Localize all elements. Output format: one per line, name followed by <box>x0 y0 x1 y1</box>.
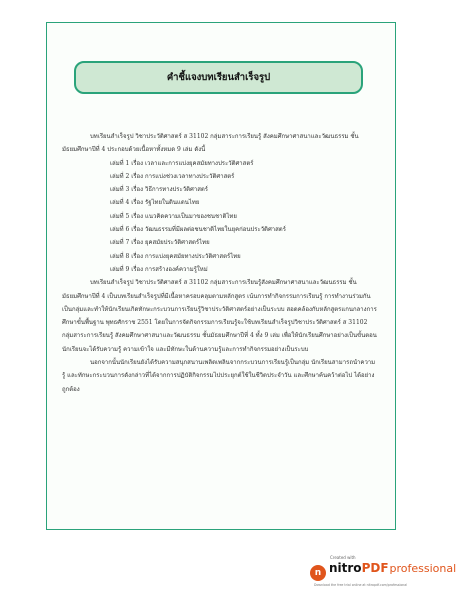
nitro-wordmark: nitro <box>329 561 362 575</box>
closing-paragraph: นอกจากนั้นนักเรียนยังได้รับความสนุกสนานเพลิดเพลินจากกระบวนการเรียนรู้เป็นกลุ่ม นักเรียนสามารถนำความรู้ และทักษะกระบวนการดังกล่าวที่ได้จากการปฏิบัติกิจกรรมไปประยุกต์ใช้ในชีวิตประจำวัน และศึกษาค้นคว้าต่อไป ได้อย่างถูกต้อง <box>62 359 376 393</box>
list-item: เล่มที่ 6 เรื่อง วัฒนธรรมที่มีผลต่อชนชาติไทยในยุคก่อนประวัติศาสตร์ <box>110 226 286 234</box>
download-note[interactable]: Download the free trial online at nitropdf.com/professional <box>314 583 408 587</box>
description-paragraph: บทเรียนสำเร็จรูป วิชาประวัติศาสตร์ ส 31102 กลุ่มสาระการเรียนรู้สังคมศึกษาศาสนาและวัฒนธรรม ชั้นมัธยมศึกษาปีที่ 4 เป็นบทเรียนสำเร็จรูปที่มีเนื้อหาครอบคลุมตามหลักสูตร เน้นการทำกิจกรรมการเรียนรู้ การทำงานร่วมกันเป็นกลุ่มและทำให้นักเรียนเกิดทักษะกระบวนการเรียนรู้วิชาประวัติศาสตร์อย่างเป็นระบบ สอดคล้องกับหลักสูตรแกนกลางการศึกษาขั้นพื้นฐาน พุทธศักราช 2551 โดยในการจัดกิจกรรมการเรียนรู้จะใช้บทเรียนสำเร็จรูปวิชาประวัติศาสตร์ ส 31102 กลุ่มสาระการเรียนรู้ สังคมศึกษาศาสนาและวัฒนธรรม ชั้นมัธยมศึกษาปีที่ 4 ทั้ง 9 เล่ม เพื่อให้นักเรียนศึกษาอย่างเป็นขั้นตอน นักเรียนจะได้รับความรู้ ความเข้าใจ และมีทักษะในด้านความรู้และการทำกิจกรรมอย่างเป็นระบบ <box>62 279 377 353</box>
title-banner <box>74 61 363 94</box>
nitro-logo-icon: n <box>310 565 326 581</box>
book-list <box>62 157 378 277</box>
pdf-wordmark: PDF <box>361 561 389 575</box>
list-item: เล่มที่ 1 เรื่อง เวลาและการแบ่งยุคสมัยทางประวัติศาสตร์ <box>110 159 254 167</box>
list-item: เล่มที่ 9 เรื่อง การสร้างองค์ความรู้ใหม่ <box>110 265 208 273</box>
list-item: เล่มที่ 8 เรื่อง การแบ่งยุคสมัยทางประวัติศาสตร์ไทย <box>110 252 241 260</box>
list-item: เล่มที่ 4 เรื่อง รัฐไทยในดินแดนไทย <box>110 199 200 207</box>
list-item: เล่มที่ 2 เรื่อง การแบ่งช่วงเวลาทางประวัติศาสตร์ <box>110 172 235 180</box>
professional-wordmark: professional <box>389 562 456 575</box>
intro-paragraph: บทเรียนสำเร็จรูป วิชาประวัติศาสตร์ ส 31102 กลุ่มสาระการเรียนรู้ สังคมศึกษาศาสนาและวัฒนธรรม ชั้นมัธยมศึกษาปีที่ 4 ประกอบด้วยเนื้อหาทั้งหมด 9 เล่ม ดังนี้ <box>62 133 359 154</box>
document-body <box>62 130 378 396</box>
nitro-pdf-badge[interactable] <box>310 555 456 595</box>
nitro-logo <box>310 561 456 578</box>
list-item: เล่มที่ 5 เรื่อง แนวคิดความเป็นมาของชนชาติไทย <box>110 212 237 220</box>
list-item: เล่มที่ 3 เรื่อง วิธีการทางประวัติศาสตร์ <box>110 186 208 194</box>
list-item: เล่มที่ 7 เรื่อง ยุคสมัยประวัติศาสตร์ไทย <box>110 239 210 247</box>
page-title: คำชี้แจงบทเรียนสำเร็จรูป <box>166 72 271 83</box>
created-with-label: Created with <box>330 555 356 560</box>
